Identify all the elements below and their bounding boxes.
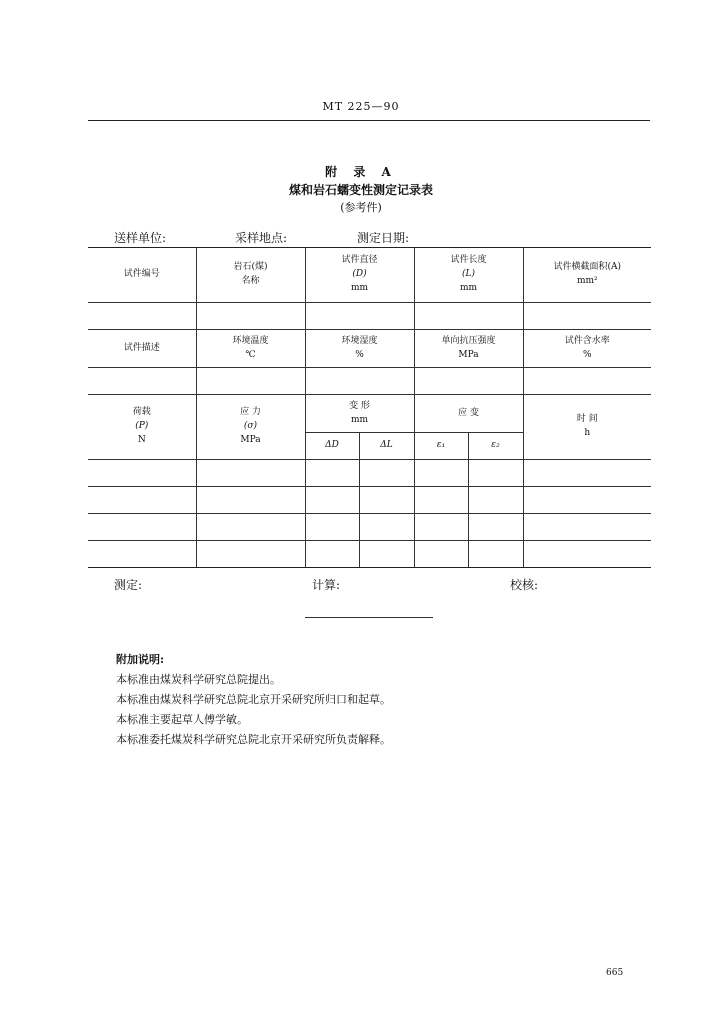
header-divider [88, 120, 650, 121]
cell[interactable] [523, 487, 651, 514]
cell[interactable] [468, 541, 523, 568]
specimen-desc-header: 试件描述 [88, 330, 196, 368]
diameter-header: 试件直径 (D) mm [305, 248, 414, 303]
table-row [88, 514, 651, 541]
strain-1-header: ε₁ [414, 433, 468, 460]
cell[interactable] [88, 368, 196, 395]
cell[interactable] [359, 460, 414, 487]
cell[interactable] [414, 303, 523, 330]
load-header: 荷载 (P) N [88, 395, 196, 460]
location-label: 采样地点: [235, 231, 288, 245]
cell[interactable] [359, 541, 414, 568]
area-header: 试件横截面积(A) mm² [523, 248, 651, 303]
cell[interactable] [196, 487, 305, 514]
cell[interactable] [468, 487, 523, 514]
table-row [88, 395, 651, 433]
checked-by-label: 校核: [510, 578, 539, 592]
cell[interactable] [305, 460, 359, 487]
humidity-header: 环境湿度 % [305, 330, 414, 368]
cell[interactable] [523, 514, 651, 541]
cell[interactable] [414, 368, 523, 395]
form-title: 煤和岩石蠕变性测定记录表 [288, 183, 433, 197]
note-line: 本标准委托煤炭科学研究总院北京开采研究所负责解释。 [116, 733, 391, 746]
calculated-by-label: 计算: [312, 578, 341, 592]
cell[interactable] [414, 514, 468, 541]
cell[interactable] [523, 303, 651, 330]
cell[interactable] [305, 514, 359, 541]
cell[interactable] [196, 460, 305, 487]
cell[interactable] [414, 541, 468, 568]
cell[interactable] [305, 487, 359, 514]
cell[interactable] [468, 460, 523, 487]
deformation-header: 变 形 mm [305, 395, 414, 433]
cell[interactable] [523, 368, 651, 395]
page-number: 665 [606, 968, 624, 978]
cell[interactable] [88, 514, 196, 541]
cell[interactable] [468, 514, 523, 541]
cell[interactable] [196, 541, 305, 568]
compressive-strength-header: 单向抗压强度 MPa [414, 330, 523, 368]
cell[interactable] [196, 368, 305, 395]
strain-2-header: ε₂ [468, 433, 523, 460]
note-line: 本标准主要起草人傅学敏。 [116, 713, 248, 726]
delta-d-header: ΔD [305, 433, 359, 460]
delta-l-header: ΔL [359, 433, 414, 460]
length-header: 试件长度 (L) mm [414, 248, 523, 303]
cell[interactable] [414, 460, 468, 487]
date-label: 测定日期: [357, 231, 410, 245]
table-row [88, 541, 651, 568]
standard-code: MT 225—90 [322, 100, 400, 113]
cell[interactable] [523, 460, 651, 487]
cell[interactable] [196, 303, 305, 330]
form-note: (参考件) [340, 201, 382, 214]
appendix-label: 附 录 A [325, 165, 397, 179]
cell[interactable] [88, 303, 196, 330]
table-row [88, 368, 651, 395]
cell[interactable] [359, 487, 414, 514]
table-row [88, 460, 651, 487]
cell[interactable] [305, 541, 359, 568]
section-divider [305, 617, 433, 618]
time-header: 时 间 h [523, 395, 651, 460]
moisture-header: 试件含水率 % [523, 330, 651, 368]
table-row [88, 487, 651, 514]
temperature-header: 环境温度 ℃ [196, 330, 305, 368]
strain-header: 应 变 [414, 395, 523, 433]
cell[interactable] [359, 514, 414, 541]
rock-name-header: 岩石(煤) 名称 [196, 248, 305, 303]
note-line: 本标准由煤炭科学研究总院提出。 [116, 673, 281, 686]
stress-header: 应 力 (σ) MPa [196, 395, 305, 460]
measured-by-label: 测定: [114, 578, 143, 592]
table-row [88, 330, 651, 368]
cell[interactable] [88, 541, 196, 568]
note-line: 本标准由煤炭科学研究总院北京开采研究所归口和起草。 [116, 693, 391, 706]
additional-notes [116, 650, 391, 750]
sender-label: 送样单位: [114, 231, 167, 245]
cell[interactable] [414, 487, 468, 514]
table-row [88, 248, 651, 303]
cell[interactable] [305, 368, 414, 395]
cell[interactable] [523, 541, 651, 568]
cell[interactable] [196, 514, 305, 541]
cell[interactable] [88, 460, 196, 487]
notes-title: 附加说明: [116, 653, 165, 666]
specimen-id-header: 试件编号 [88, 248, 196, 303]
cell[interactable] [88, 487, 196, 514]
record-table [88, 247, 651, 568]
table-row [88, 303, 651, 330]
cell[interactable] [305, 303, 414, 330]
